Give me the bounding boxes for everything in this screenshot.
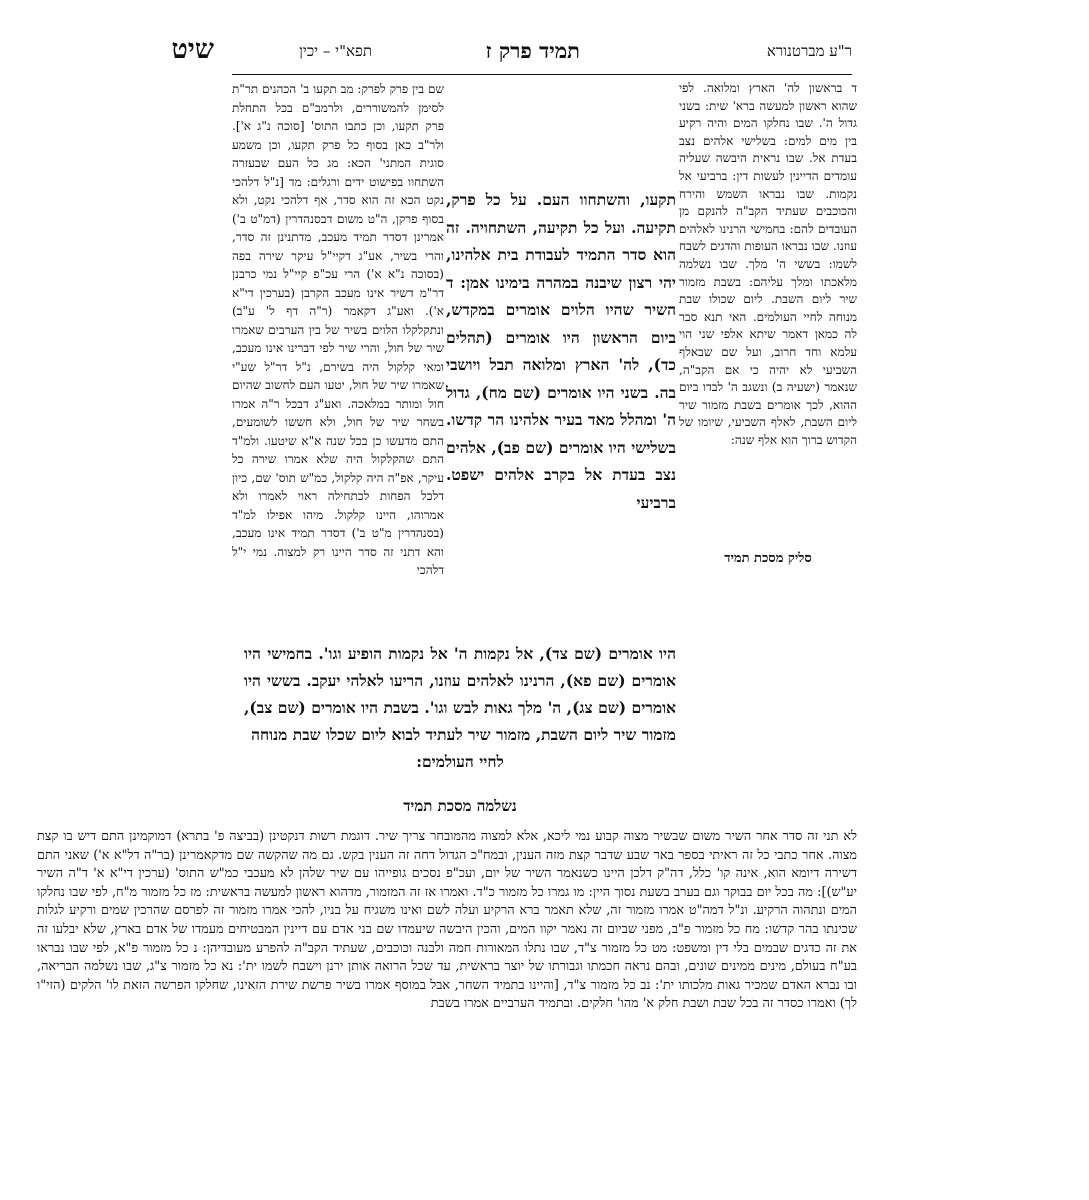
- header-yachin-title: תפא"י – יכין: [299, 42, 372, 60]
- tractate-closing: נשלמה מסכת תמיד: [403, 797, 517, 815]
- header-bartenura-title: ר"ע מברטנורא: [766, 42, 852, 60]
- mishnah-wide-body: היו אומרים (שם צד), אל נקמות ה' אל נקמות הופיע וגו'. בחמישי היו אומרים (שם פא), הרנינו לאלהים עוזנו, הריעו לאלהי יעקב. בששי היו אומרים (שם צג), ה' מלך גאות לבש וגו'. בשבת היו אומרים (שם צב), מזמור שיר ליום השבת, מזמור שיר לעתיד לבוא ליום שכלו שבת מנוחה: [244, 644, 676, 744]
- bartenura-commentary: ד בראשון לה' הארץ ומלואה. לפי שהוא ראשון למעשה ברא' שית: בשני גדול ה'. שבו נחלקו המים והיה רקיע בין מים למים: בשלישי אלהים נצב בעדת אל. שבו נראית היבשה שעליה עומדים הדיינין לעשות דין: ברביעי אל נקמות. שבו נבראו השמש והירח והכוכבים שעתיד הקב"ה להנקם מן העובדים להם: בחמישי הרנינו לאלהים עוזנו. שבו נבראו העופות והדגים לשבח לשמו: בששי ה' מלך. שבו נשלמה מלאכתו ומלך עליהם: בשבת מזמור שיר ליום השבת. ליום שכולו שבת מנוחה לחיי העולמים. האי תנא סבר לה כמאן דאמר שיתא אלפי שני הוי עלמא וחד חרוב, ועל שם שבאלף השביעי לא יהיה כי אם הקב"ה, שנאמר (ישעיה ב) ונשגב ה' לבדו ביום ההוא, לכך אומרים בשבת מזמור שיר ליום השבת, לאלף השביעי, שיומו של הקדוש ברוך הוא אלף שנה:: [679, 81, 857, 447]
- bartenura-closing: סליק מסכת תמיד: [724, 551, 812, 566]
- page-number: שיט: [171, 34, 214, 65]
- header-chapter-title: תמיד פרק ז: [485, 38, 580, 63]
- page-header: [171, 34, 852, 72]
- mishnah-wide-last-line: לחיי העולמים:: [416, 752, 504, 771]
- yachin-commentary: שם בין פרק לפרק: מב תקעו ב' הכהנים תר"ת לסימן להמשוררים, ולרמב"ם בכל התחלת פרק תקעו, וכן כתבו התוס' [סוכה נ"ג א']. ולר"ב כאן בסוף כל פרק תקעו, וכן משמע סוגית המתני' הכא: מג כל העם שבעזרה השתחוו בפישוט ידים ורגלים: מד [נ"ל דלהכי נקט הכא זה הוא סדר, אף דלהכי נקט, ולא בסוף פרקן, ה"ט משום דבסנהדרין (דמ"ט ב') אמרינן דסדר תמיד מעכב, מדתנינן זה סדר, והרי בשיר, אע"ג דקיי"ל עיקר שירה בפה (בסוכה נ"א א') הרי עכ"פ קיי"ל נמי כרבנן דר"מ דשיר אינו מעכב הקרבן (בערכין די"א א'). ואע"ג דקאמר (ר"ה דף ל' ע"ב) ונתקלקלו הלוים בשיר של בין הערבים שאמרו שיר של חול, והרי שיר לפי דברינו אינו מעכב, ומאי קלקול היה בשירם, נ"ל דר"ל שע"י שאמרו שיר של חול, יטעו העם לחשוב שהיום חול ומותר במלאכה. ואע"ג דבכל ר"ה אמרו בשחר שיר של חול, ולא חששו לשומעים, התם מדעשו כן בכל שנה א"א שיטעו. ולמ"ד התם שהקלקול היה שלא אמרו שירה כל עיקר, אפ"ה היה קלקול, כמ"ש תוס' שם, כיון דלכל הפחות לכתחילה ראוי לאמרו ולא אמרוהו, היינו קלקול. מיהו אפילו למ"ד (בסנהדרין מ"ט ב') דסדר תמיד אינו מעכב, והא דתני זה סדר היינו רק למצוה. נמי י"ל דלהכי: [232, 82, 444, 577]
- mishnah-column-text: תקעו, והשתחוו העם. על כל פרק, תקיעה. ועל כל תקיעה, השתחויה. זה הוא סדר התמיד לעבודת בית אלהינו, יהי רצון שיבנה במהרה בימינו אמן: ד השיר שהיו הלוים אומרים במקדש, ביום הראשון היו אומרים (תהלים כד), לה' הארץ ומלואה תבל ויושבי בה. בשני היו אומרים (שם מח), גדול ה' ומהלל מאד בעיר אלהינו הר קדשו. בשלישי היו אומרים (שם פב), אלהים נצב בעדת אל בקרב אלהים ישפט. ברביעי: [446, 190, 676, 512]
- header-rule: [232, 74, 852, 75]
- footnotes-commentary: לא תני זה סדר אחר השיר משום שבשיר מצוה קבוע נמי ליכא, אלא למצוה מהמובחר צריך שיר. דוגמת רשות דנקטינן (בביצה פ' בתרא) דמוקמינן התם דיש בו קצת מצוה. אחר כתבי כל זה ראיתי בספר באר שבע שדבר קצת מזה הענין, ובמח"כ הגדול דחה זה הענין בקש. גם מה שהקשה שם מדקאמרינן (בר"ה דל"א א') שאני התם דשירה דיומא הוא, אינה קו' כלל, דה"ק דלכן היינו כשנאמר השיר של יום, ועכ"פ נסכים גופייהו עם שיר שלהן לא מעכבי כמ"ש התוס' (ערכין די"א א' ד"ה השיר יע"ש)]: מה בכל יום בבוקר וגם בערב בשעת נסוך היין: מו גמרו כל מזמור כ"ד. ואמרו אז זה המזמור, מדהוא ראשון למעשה בראשית: מז כל מזמור מ"ח, לפי שבו נחלקו המים ונתהוה הרקיע. ונ"ל דמה"ט אמרו מזמור זה, שלא תאמר ברא הרקיע ועלה לשם ואינו משגיח על בניו, להכי אמרו מזמור זה לפרסם שהרכין שמים ורקיע לגלות שכינתו בהר קדשו: מח כל מזמור פ"ב, מפני שביום זה נאמר יקוו המים, והכין היבשה שיעמדו שם בני אדם עם דיינין המבטיחים מעמדו של אדם בארץ, שלא יבלעו זה את זה כדגים שבמים בלי דין ומשפט: מט כל מזמור צ"ד, שבו נתלו המאורות חמה ולבנה וכוכבים, שעתיד הקב"ה להפרע מעובדיהן: נ כל מזמור פ"א, לפי שבו נבראו בע"ח בעולם, מינים ממינים שונים, ובהם נראה חכמתו וגבורתו של יוצר בראשית, עד שכל הרואה אותן ירנן וישבח לשמו ית': נא כל מזמור צ"ג, שבו נשלמה הבריאה, ובו נברא האדם שמכיר גאות מלכותו ית': נב כל מזמור צ"ד, [והיינו בתמיד השחר, אבל במוסף אמרו בשיר פרשת שירת הזאינו, שחלקו הפרשה הזאת לו' הלקים (הזי"ו לך) ואמרו כסדר זה בכל שבת ושבת חלק א' מהו' חלקים. ובתמיד הערביים אמרו בשבת: [37, 829, 857, 1012]
